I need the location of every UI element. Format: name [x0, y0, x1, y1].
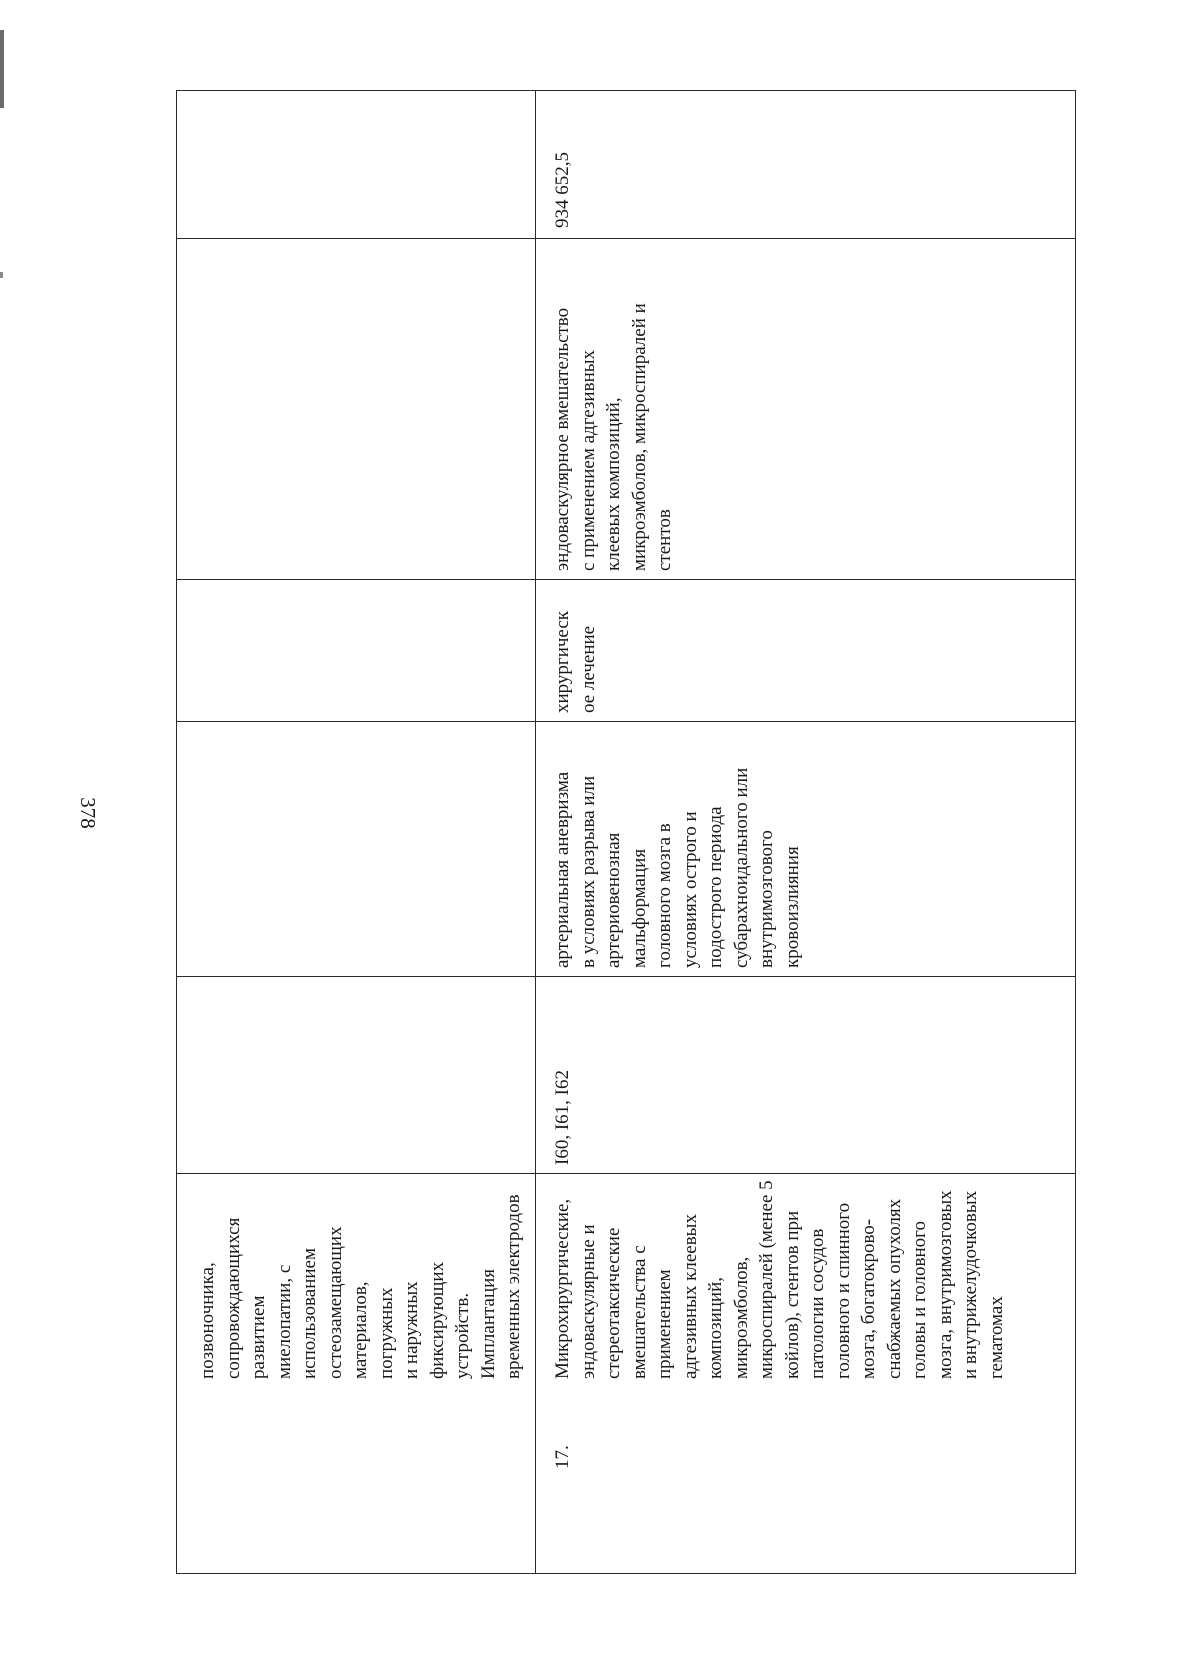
column-separator-method: [177, 579, 1075, 580]
row-17-diagnosis-cell: артериальная аневризма в условиях разрыва или артериовенозная мальформация головного мозга в условиях острого и подострого периода субарахноидального или внутримозгового кровоизлияния: [552, 767, 803, 968]
row-1-name-cell: позвоночника, сопровождающихся развитием миелопатии, с использованием остеозамещающих материалов, погружных и наружных фиксирующих устройств. Имплантация временных электродов: [197, 1194, 524, 1379]
scan-edge-dot: [0, 272, 3, 278]
scan-edge-mark: [0, 30, 4, 108]
row-17-name-cell: Микрохирургические, эндоваскулярные и стереотаксические вмешательства с применением адгезивных клеевых композиций, микроэмболов, микроспиралей (менее 5 койлов), стентов при патологии сосудов головного и спинного мозга, богатокрово- снабжаемых опухолях головы и головного мозга, внутримозговых и внутрижелудочковых гематомах: [552, 1180, 1007, 1379]
column-separator-cost: [177, 238, 1075, 239]
row-17-index-cell: 17.: [552, 1445, 573, 1469]
row-17-method-cell: эндоваскулярное вмешательство с применением адгезивных клеевых композиций, микроэмболов, микроспиралей и стентов: [552, 303, 675, 571]
row-17-cost-cell: 934 652,5: [552, 152, 573, 228]
column-separator-diagnosis: [177, 976, 1075, 977]
data-table: [176, 90, 1076, 1574]
row-separator: [535, 91, 536, 1573]
row-17-icd-codes-cell: I60, I61, I62: [552, 1070, 573, 1165]
row-17-treatment-type-cell: хирургическ ое лечение: [552, 610, 599, 713]
page-number: 378: [76, 797, 100, 829]
column-separator-treatment: [177, 721, 1075, 722]
